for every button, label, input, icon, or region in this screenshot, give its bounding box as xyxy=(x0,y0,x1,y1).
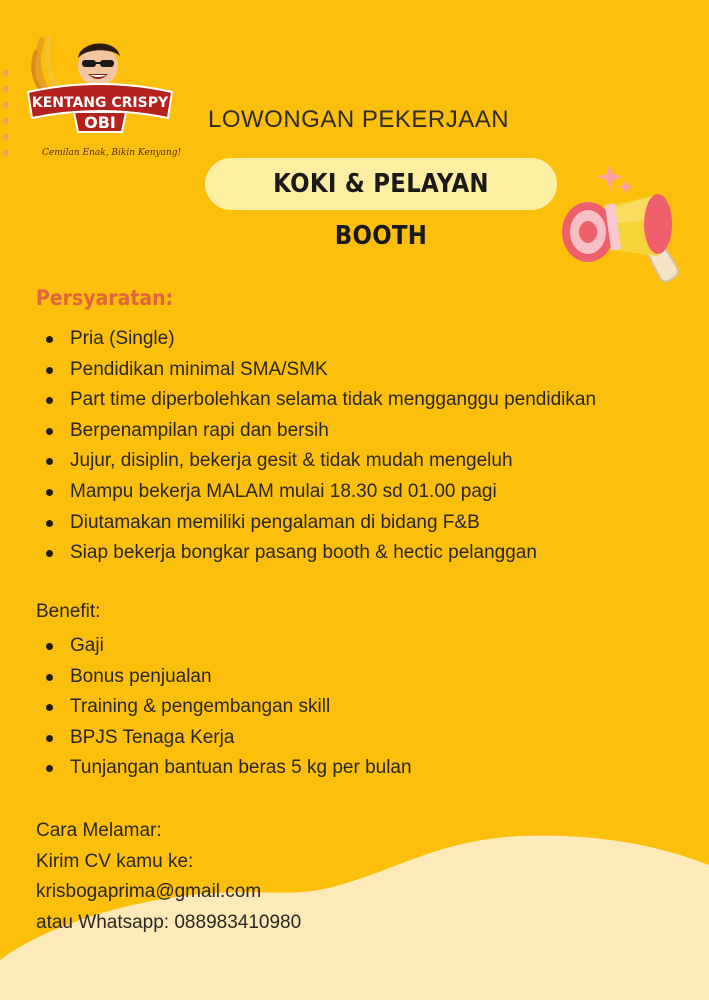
list-item: Siap bekerja bongkar pasang booth & hectic pelanggan xyxy=(46,538,596,569)
list-item: Gaji xyxy=(46,631,412,662)
logo-tagline: Cemilan Enak, Bikin Kenyang! xyxy=(42,148,182,158)
apply-section xyxy=(36,816,301,938)
list-item: Mampu bekerja MALAM mulai 18.30 sd 01.00 pagi xyxy=(46,477,596,508)
apply-whatsapp: atau Whatsapp: 088983410980 xyxy=(36,911,302,933)
sparkle-icon xyxy=(597,164,633,194)
logo-brand-line2: OBI xyxy=(84,113,116,132)
benefit-list xyxy=(46,631,412,784)
list-item: Berpenampilan rapi dan bersih xyxy=(46,416,596,447)
page-heading: LOWONGAN PEKERJAAN xyxy=(208,106,510,133)
list-item: Bonus penjualan xyxy=(46,662,412,693)
requirements-title: Persyaratan: xyxy=(36,286,174,310)
apply-instruction: Kirim CV kamu ke: xyxy=(36,850,194,872)
list-item: Tunjangan bantuan beras 5 kg per bulan xyxy=(46,753,412,784)
list-item: Pria (Single) xyxy=(46,324,596,355)
list-item: Diutamakan memiliki pengalaman di bidang F&B xyxy=(46,508,596,539)
position-title: KOKI & PELAYAN BOOTH xyxy=(273,169,489,251)
requirements-list xyxy=(46,324,596,569)
list-item: Pendidikan minimal SMA/SMK xyxy=(46,355,596,386)
list-item: BPJS Tenaga Kerja xyxy=(46,723,412,754)
list-item: Part time diperbolehkan selama tidak mengganggu pendidikan xyxy=(46,385,596,416)
position-pill xyxy=(205,158,557,251)
benefit-title: Benefit: xyxy=(36,601,101,622)
decorative-dots xyxy=(3,70,11,166)
logo-brand-line1: KENTANG CRISPY xyxy=(31,95,169,111)
apply-email: krisbogaprima@gmail.com xyxy=(36,881,262,902)
megaphone-icon xyxy=(548,160,688,290)
list-item: Jujur, disiplin, bekerja gesit & tidak mudah mengeluh xyxy=(46,446,596,477)
apply-title: Cara Melamar: xyxy=(36,820,162,841)
list-item: Training & pengembangan skill xyxy=(46,692,412,723)
